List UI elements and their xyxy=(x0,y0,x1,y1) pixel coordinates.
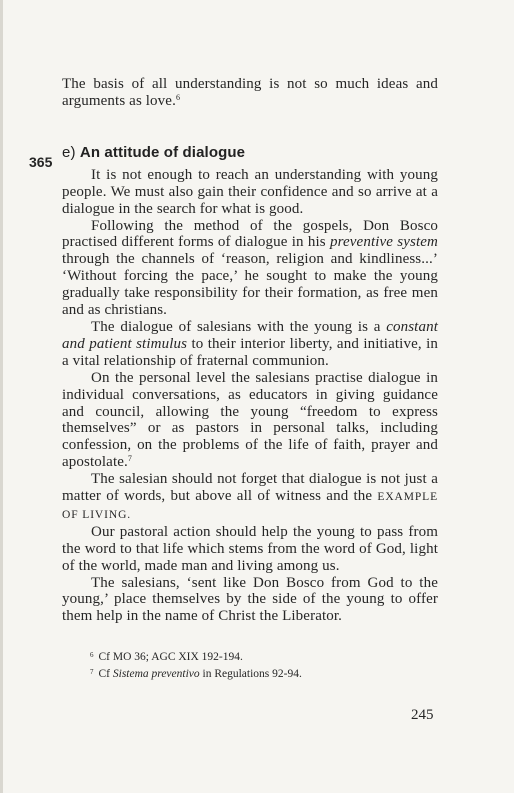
small-caps-phrase: EXAMPLE OF LIVING. xyxy=(62,491,438,521)
section-title: An attitude of dialogue xyxy=(79,143,246,161)
section-heading xyxy=(62,144,438,161)
paragraph-5: The salesian should not forget that dialogue is not just a matter of words, but above all of witness and the EXAMPLE OF LIVING. xyxy=(62,471,438,521)
margin-paragraph-number: 365 xyxy=(29,154,53,170)
footnote-ref-6: 6 xyxy=(175,92,181,102)
emphasis-preventive-system: preventive system xyxy=(329,234,439,251)
paragraph-1: It is not enough to reach an understanding with young people. We must also gain their confidence and so arrive at a dialogue in the search for what is good. xyxy=(62,166,438,217)
page-edge-shadow xyxy=(0,0,3,793)
footnote-ref-7: 7 xyxy=(127,454,133,464)
paragraph-2: Following the method of the gospels, Don Bosco practised different forms of dialogue in his preventive system through the channels of ‘reason, religion and kindliness...’ ‘Without forcing the pace,’ he sought to make the young gradually take responsibility for their formation, as free men and as christians. xyxy=(62,217,439,319)
emphasis-constant-stimulus: constant and patient stimulus xyxy=(62,318,438,352)
body-text xyxy=(62,76,438,625)
footnote-6: $^6$ Cf MO 36; AGC XIX 192-194. xyxy=(90,651,243,663)
page-number: 245 xyxy=(411,707,434,723)
footnote-7: $^7$ Cf Sistema preventivo in Regulations 92-94. xyxy=(90,668,302,680)
paragraph-3: The dialogue of salesians with the young is a constant and patient stimulus to their interior liberty, and initiative, in a vital relationship of fraternal communion. xyxy=(62,318,438,369)
section-letter: e) xyxy=(62,143,76,161)
paragraph-4: On the personal level the salesians practise dialogue in individual conversations, as educators in giving guidance and council, allowing the young “freedom to express themselves” or as pastors in personal talks, including confession, on the problems of the life of faith, prayer and apostolate.$^7$ xyxy=(62,369,438,471)
paragraph-7: The salesians, ‘sent like Don Bosco from God to the young,’ place themselves by the side of the young to offer them help in the name of Christ the Liberator. xyxy=(62,574,438,625)
footnotes xyxy=(90,648,420,682)
intro-paragraph: The basis of all understanding is not so much ideas and arguments as love.$^6$ xyxy=(62,76,438,109)
paragraph-6: Our pastoral action should help the young to pass from the word to that life which stems from the word of God, light of the world, made man and living among us. xyxy=(62,523,438,574)
